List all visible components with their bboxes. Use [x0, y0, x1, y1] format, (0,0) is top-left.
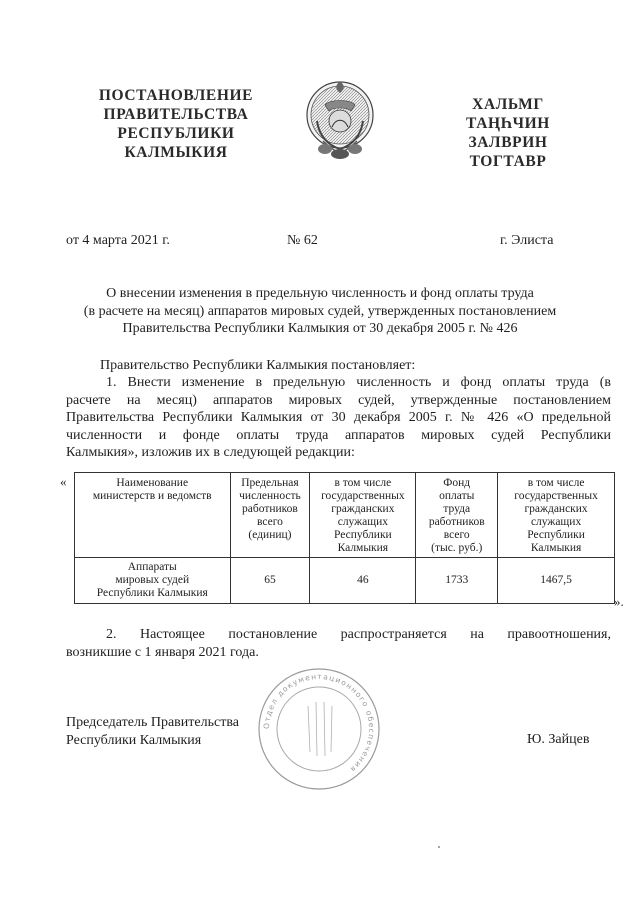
title-line: (в расчете на месяц) аппаратов мировых судей, утвержденных постановлением	[83, 303, 557, 319]
item-2-line: возникшие с 1 января 2021 года.	[66, 644, 259, 660]
signatory-name: Ю. Зайцев	[527, 732, 590, 747]
header-right-line: ТАҢҺЧИН	[466, 115, 550, 132]
table-cell-name	[75, 558, 231, 604]
header-right-line: ЗАЛВРИН	[468, 134, 548, 151]
table-open-quote: «	[60, 474, 67, 489]
staffing-table	[74, 472, 615, 604]
header-text: служащих	[337, 516, 388, 528]
item-1-line: 1. Внести изменение в предельную численность и фонд оплаты труда (в	[106, 375, 611, 390]
table-close-quote: ».	[614, 594, 624, 609]
table-cell-value: 46	[310, 558, 416, 604]
table-row	[75, 558, 615, 604]
header-text: (тыс. руб.)	[431, 542, 483, 554]
title-line: О внесении изменения в предельную численность и фонд оплаты труда	[106, 286, 534, 301]
intro-paragraph: Правительство Республики Калмыкия постановляет:	[100, 358, 416, 373]
scan-speck	[438, 846, 440, 848]
stamp-ring-text: Отдел документационного обеспечения	[261, 671, 377, 775]
header-text: труда	[443, 503, 471, 515]
header-text: Предельная	[241, 477, 299, 489]
header-text: всего	[257, 516, 283, 528]
document-date: от 4 марта 2021 г.	[66, 233, 170, 248]
document-number: № 62	[287, 233, 318, 248]
coat-of-arms-emblem	[303, 75, 377, 161]
header-left-title	[86, 86, 266, 162]
item-2-line: 2. Настоящее постановление распространяется на правоотношения,	[106, 627, 611, 642]
header-right-line: ХАЛЬМГ	[472, 96, 544, 113]
document-city: г. Элиста	[500, 233, 554, 248]
table-header-cell	[310, 473, 416, 558]
header-text: государственных	[321, 490, 405, 502]
header-text: служащих	[530, 516, 582, 528]
table-header-cell	[416, 473, 498, 558]
table-header-cell	[498, 473, 615, 558]
header-text: работников	[242, 503, 298, 515]
document-title	[60, 285, 580, 338]
header-text: гражданских	[524, 503, 588, 515]
table-header-row	[75, 473, 615, 558]
header-text: Наименование	[116, 477, 189, 489]
table-cell-value: 1467,5	[498, 558, 615, 604]
header-left-line: ПРАВИТЕЛЬСТВА	[103, 106, 249, 123]
header-text: Республики	[334, 529, 392, 541]
header-right-line: ТОГТАВР	[469, 153, 547, 170]
header-text: Калмыкия	[530, 542, 582, 554]
item-1-line: расчете на месяц) аппаратов мировых судей, утвержденные постановлением	[66, 392, 611, 408]
item-1-paragraph	[66, 374, 611, 462]
header-right-title	[448, 95, 568, 171]
header-text: в том числе	[334, 477, 392, 489]
header-text: численность	[239, 490, 301, 502]
header-text: гражданских	[331, 503, 395, 515]
header-text: Фонд	[443, 477, 471, 489]
item-1-line: Правительства Республики Калмыкия от 30 декабря 2005 г. № 426 «О предельной	[66, 410, 611, 425]
header-text: государственных	[514, 490, 598, 502]
table-header-cell	[230, 473, 310, 558]
signatory-position	[66, 714, 239, 750]
cell-text: мировых судей	[115, 574, 190, 586]
item-2-paragraph	[66, 626, 611, 661]
item-1-line: численности и фонде оплаты труда аппаратов мировых судей Республики	[66, 427, 611, 443]
item-1-line: Калмыкия», изложив их в следующей редакции:	[66, 445, 355, 460]
header-left-line: РЕСПУБЛИКИ	[117, 125, 235, 142]
header-text: всего	[443, 529, 470, 541]
header-text: оплаты	[439, 490, 475, 502]
table-header-cell	[75, 473, 231, 558]
cell-text: Аппараты	[127, 561, 177, 573]
header-text: работников	[428, 516, 485, 528]
header-left-line: ПОСТАНОВЛЕНИЕ	[98, 87, 254, 104]
table-cell-value: 1733	[416, 558, 498, 604]
seal-stamp	[256, 666, 382, 792]
cell-text: Республики Калмыкия	[96, 587, 208, 599]
table-cell-value: 65	[230, 558, 310, 604]
header-text: в том числе	[527, 477, 585, 489]
header-text: Республики	[527, 529, 585, 541]
header-text: министерств и ведомств	[92, 490, 212, 502]
signatory-position-line: Республики Калмыкия	[66, 733, 202, 748]
header-text: Калмыкия	[337, 542, 389, 554]
header-text: (единиц)	[248, 529, 292, 541]
header-left-line: КАЛМЫКИЯ	[124, 144, 228, 161]
signatory-position-line: Председатель Правительства	[66, 715, 239, 730]
title-line: Правительства Республики Калмыкия от 30 декабря 2005 г. № 426	[122, 321, 518, 336]
